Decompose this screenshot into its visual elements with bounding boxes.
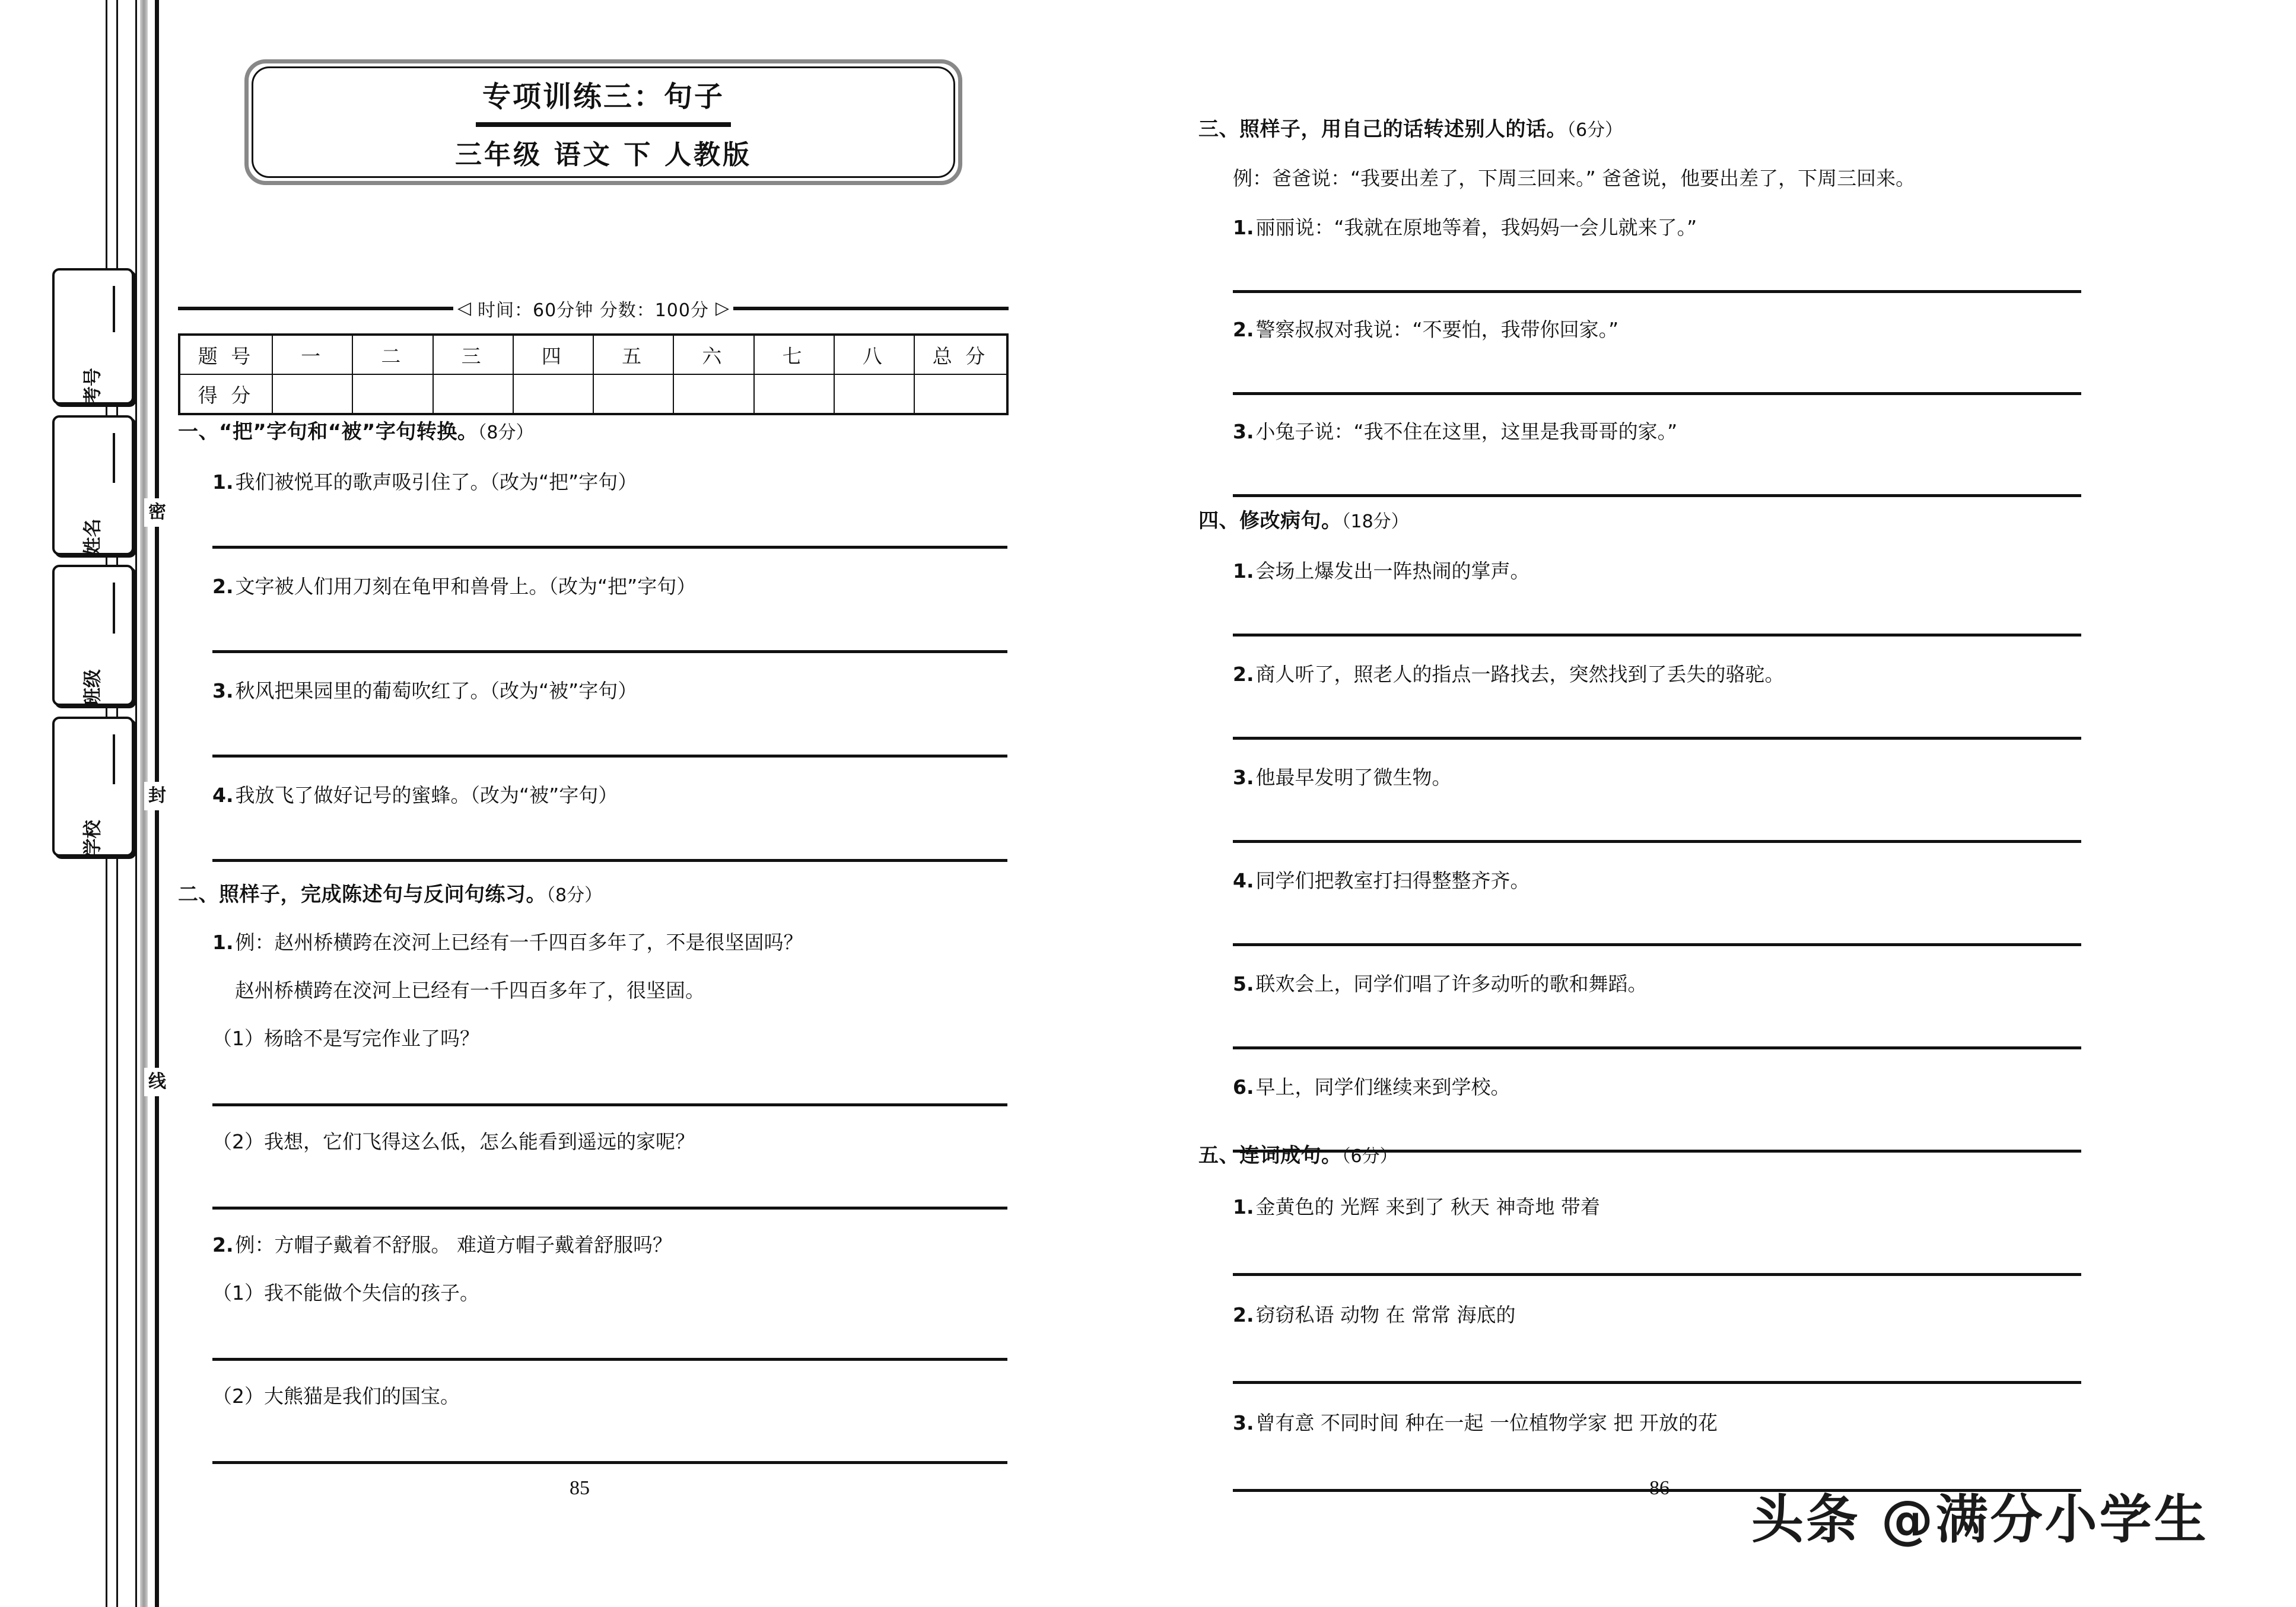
item-text: 赵州桥横跨在洨河上已经有一千四百多年了，很坚固。 [235,979,705,1002]
meta-rule-left [178,307,453,310]
info-box-label: 姓名 [82,518,104,556]
item-text: 小兔子说：“我不住在这里，这里是我哥哥的家。” [1255,420,1678,443]
arrow-right-icon: ▷ [715,298,730,318]
question-item [212,1381,1127,1409]
section-3-title [1198,113,2219,142]
item-text: 秋风把果园里的葡萄吹红了。（改为“被”字句） [235,679,638,702]
item-number: 5. [1233,972,1254,995]
question-item [1233,659,2219,687]
info-box-label: 班级 [82,669,104,707]
question-item [212,927,1127,955]
score-table[interactable] [178,333,1009,415]
item-number: 4. [212,784,234,807]
section-3-title-text: 三、照样子，用自己的话转述别人的话。 [1198,117,1567,141]
item-text: 同学们把教室打扫得整整齐齐。 [1255,869,1530,892]
item-number: 1. [1233,1195,1254,1218]
answer-line[interactable] [212,1358,1007,1361]
question-item [1233,1300,2219,1328]
col-header-6: 六 [673,335,753,374]
item-text: 例：赵州桥横跨在洨河上已经有一千四百多年了，不是很坚固吗？ [235,931,803,954]
section-3-points: （6分） [1567,120,1623,141]
section-2 [178,878,1127,1464]
question-item [1233,416,2219,444]
item-text: 他最早发明了微生物。 [1255,766,1452,789]
score-cell-5[interactable] [593,374,673,414]
answer-line[interactable] [1233,1381,2081,1384]
col-header-4: 四 [513,335,593,374]
write-line [113,286,115,332]
item-text: 文字被人们用刀刻在龟甲和兽骨上。（改为“把”字句） [235,575,697,598]
info-box-school[interactable] [52,717,134,857]
item-number: 4. [1233,869,1254,892]
item-text: 我们被悦耳的歌声吸引住了。（改为“把”字句） [235,470,638,494]
item-number: 3. [1233,420,1254,443]
section-2-title-text: 二、照样子，完成陈述句与反问句练习。 [178,883,546,906]
answer-line[interactable] [1233,737,2081,740]
answer-line[interactable] [212,755,1007,758]
col-header-7: 七 [754,335,834,374]
score-cell-7[interactable] [754,374,834,414]
section-4 [1198,504,2219,1153]
col-header-8: 八 [834,335,914,374]
col-header-total: 总 分 [914,335,1007,374]
item-text: （2）大熊猫是我们的国宝。 [212,1385,460,1408]
answer-line[interactable] [212,1207,1007,1210]
worksheet-page-right [1198,0,2219,1607]
item-number: 3. [1233,1411,1254,1434]
page-subtitle: 三年级 语文 下 人教版 [454,138,752,170]
item-number: 3. [1233,766,1254,789]
item-text: （1）杨晗不是写完作业了吗？ [212,1027,479,1050]
item-text: （1）我不能做个失信的孩子。 [212,1281,479,1304]
answer-line[interactable] [1233,1046,2081,1049]
item-number: 2. [1233,663,1254,686]
item-number: 2. [1233,318,1254,341]
question-item [1233,865,2219,893]
write-line [113,433,115,483]
page-edge-rule-3 [135,0,137,1607]
title-plaque-inner [252,66,955,178]
info-box-label: 考号 [82,368,104,405]
title-plaque [244,59,962,185]
info-box-exam-number[interactable] [52,268,134,405]
section-5-title [1198,1139,2219,1168]
question-item [212,467,1127,495]
exam-meta-text: 时间：60分钟 分数：100分 [478,300,709,321]
table-row-scores [179,374,1007,414]
section-3 [1198,113,2219,497]
question-item [212,676,1127,704]
answer-line[interactable] [1233,1273,2081,1276]
title-divider [476,122,731,127]
score-cell-6[interactable] [673,374,753,414]
info-box-class[interactable] [52,565,134,706]
question-item [1233,1072,2219,1100]
col-header-3: 三 [433,335,513,374]
arrow-left-icon: ◁ [457,298,472,318]
answer-line[interactable] [1233,634,2081,637]
info-box-label: 学校 [82,820,104,857]
meta-rule-right [733,307,1009,310]
question-item [1233,969,2219,997]
section-4-title-text: 四、修改病句。 [1198,509,1342,533]
write-line [113,583,115,634]
example-answer [235,975,1127,1003]
item-text: 窃窃私语 动物 在 常常 海底的 [1255,1303,1516,1326]
score-cell-total[interactable] [914,374,1007,414]
score-cell-3[interactable] [433,374,513,414]
item-text: 例：方帽子戴着不舒服。 难道方帽子戴着舒服吗？ [235,1233,672,1256]
section-5 [1198,1139,2219,1492]
question-item [212,780,1127,808]
col-header-2: 二 [352,335,433,374]
item-text: 商人听了，照老人的指点一路找去，突然找到了丢失的骆驼。 [1255,663,1785,686]
question-item [1233,314,2219,342]
answer-line[interactable] [212,546,1007,549]
col-header-1: 一 [272,335,352,374]
seal-char-feng: 封 [144,782,170,810]
answer-line[interactable] [212,859,1007,862]
item-number: 1. [1233,216,1254,239]
item-number: 1. [212,470,234,494]
question-item [212,1023,1127,1051]
item-text: 早上，同学们继续来到学校。 [1255,1075,1510,1099]
item-number: 1. [212,931,234,954]
answer-line[interactable] [212,1103,1007,1106]
item-number: 2. [212,1233,234,1256]
watermark-logo: 头条 @满分小学生 [1751,1489,2209,1550]
question-item [1233,212,2219,240]
section-4-title [1198,504,2219,533]
item-text: 例：爸爸说：“我要出差了，下周三回来。” 爸爸说，他要出差了，下周三回来。 [1233,167,1916,190]
exam-meta-bar [178,291,1009,326]
item-text: 丽丽说：“我就在原地等着，我妈妈一会儿就来了。” [1255,216,1697,239]
col-header-5: 五 [593,335,673,374]
question-item [212,571,1127,599]
question-item [212,1230,1127,1258]
section-5-points: （6分） [1341,1146,1398,1167]
seal-char-xian: 线 [144,1068,170,1096]
answer-line[interactable] [1233,943,2081,946]
item-text: 会场上爆发出一阵热闹的掌声。 [1255,559,1530,583]
item-text: （2）我想，它们飞得这么低，怎么能看到遥远的家呢？ [212,1130,695,1153]
question-item [212,1127,1127,1154]
page-number-right: 86 [1649,1477,1669,1499]
table-row-question-numbers [179,335,1007,374]
answer-line[interactable] [212,650,1007,653]
page-title: 专项训练三：句子 [482,79,724,113]
section-1-title [178,415,1127,444]
row-header-question: 题 号 [179,335,272,374]
seal-char-mi: 密 [144,498,170,527]
item-text: 金黄色的 光辉 来到了 秋天 神奇地 带着 [1255,1195,1600,1218]
section-1-points: （8分） [478,422,534,443]
example-item [1233,163,2219,191]
score-cell-4[interactable] [513,374,593,414]
score-cell-2[interactable] [352,374,433,414]
write-line [113,734,115,784]
row-header-score: 得 分 [179,374,272,414]
question-item [1233,556,2219,584]
item-number: 2. [1233,1303,1254,1326]
answer-line[interactable] [1233,494,2081,497]
question-item [1233,762,2219,790]
item-text: 联欢会上，同学们唱了许多动听的歌和舞蹈。 [1255,972,1648,995]
score-cell-1[interactable] [272,374,352,414]
item-text: 警察叔叔对我说：“不要怕，我带你回家。” [1255,318,1619,341]
section-2-points: （8分） [546,885,603,906]
page-number-left: 85 [570,1477,590,1499]
question-item [212,1278,1127,1306]
info-box-name[interactable] [52,415,134,555]
answer-line[interactable] [1233,290,2081,293]
item-number: 1. [1233,559,1254,583]
answer-line[interactable] [1233,392,2081,395]
section-5-title-text: 五、连词成句。 [1198,1144,1342,1167]
section-2-title [178,878,1127,907]
item-text: 曾有意 不同时间 种在一起 一位植物学家 把 开放的花 [1255,1411,1718,1434]
score-cell-8[interactable] [834,374,914,414]
answer-line[interactable] [212,1461,1007,1464]
item-number: 3. [212,679,234,702]
answer-line[interactable] [1233,840,2081,843]
section-1-title-text: 一、“把”字句和“被”字句转换。 [178,420,478,444]
item-number: 6. [1233,1075,1254,1099]
item-text: 我放飞了做好记号的蜜蜂。（改为“被”字句） [235,784,618,807]
question-item [1233,1408,2219,1436]
worksheet-page-left [178,0,1127,1607]
item-number: 2. [212,575,234,598]
section-4-points: （18分） [1341,511,1409,532]
section-1 [178,415,1127,862]
question-item [1233,1192,2219,1220]
